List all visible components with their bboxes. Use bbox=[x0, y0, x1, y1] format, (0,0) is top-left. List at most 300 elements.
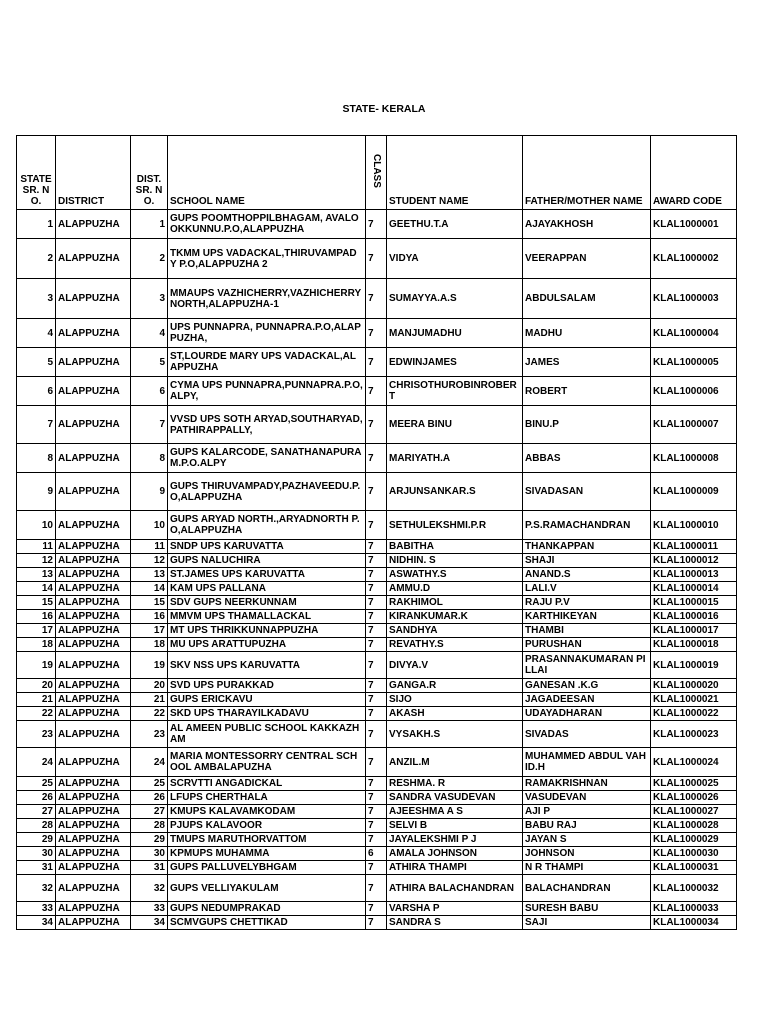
header-dist-sr: DIST. SR. NO. bbox=[131, 136, 168, 210]
cell-class: 7 bbox=[366, 406, 387, 444]
table-row bbox=[17, 777, 737, 791]
cell-award-code: KLAL1000025 bbox=[651, 777, 737, 791]
cell-class: 7 bbox=[366, 693, 387, 707]
cell-dist-sr: 9 bbox=[131, 473, 168, 511]
page-title: STATE- KERALA bbox=[342, 103, 426, 115]
cell-parent-name: PURUSHAN bbox=[523, 638, 651, 652]
cell-state-sr: 29 bbox=[17, 833, 56, 847]
cell-dist-sr: 25 bbox=[131, 777, 168, 791]
cell-dist-sr: 3 bbox=[131, 279, 168, 319]
table-row bbox=[17, 679, 737, 693]
table-row bbox=[17, 582, 737, 596]
cell-award-code: KLAL1000031 bbox=[651, 861, 737, 875]
cell-award-code: KLAL1000026 bbox=[651, 791, 737, 805]
cell-state-sr: 16 bbox=[17, 610, 56, 624]
cell-parent-name: JOHNSON bbox=[523, 847, 651, 861]
cell-award-code: KLAL1000010 bbox=[651, 511, 737, 540]
cell-district: ALAPPUZHA bbox=[56, 444, 131, 473]
table-body bbox=[17, 210, 737, 930]
cell-award-code: KLAL1000008 bbox=[651, 444, 737, 473]
cell-dist-sr: 22 bbox=[131, 707, 168, 721]
table-row bbox=[17, 596, 737, 610]
cell-school-name: SCMVGUPS CHETTIKAD bbox=[168, 916, 366, 930]
header-class: CLASS bbox=[371, 154, 382, 188]
cell-dist-sr: 15 bbox=[131, 596, 168, 610]
cell-school-name: AL AMEEN PUBLIC SCHOOL KAKKAZHAM bbox=[168, 721, 366, 748]
cell-school-name: MMAUPS VAZHICHERRY,VAZHICHERRYNORTH,ALAPPUZHA-1 bbox=[168, 279, 366, 319]
cell-school-name: UPS PUNNAPRA, PUNNAPRA.P.O,ALAPPUZHA, bbox=[168, 319, 366, 348]
cell-school-name: SVD UPS PURAKKAD bbox=[168, 679, 366, 693]
cell-school-name: TMUPS MARUTHORVATTOM bbox=[168, 833, 366, 847]
cell-school-name: SNDP UPS KARUVATTA bbox=[168, 540, 366, 554]
cell-district: ALAPPUZHA bbox=[56, 833, 131, 847]
cell-parent-name: UDAYADHARAN bbox=[523, 707, 651, 721]
cell-state-sr: 4 bbox=[17, 319, 56, 348]
cell-district: ALAPPUZHA bbox=[56, 377, 131, 406]
cell-state-sr: 8 bbox=[17, 444, 56, 473]
cell-state-sr: 22 bbox=[17, 707, 56, 721]
cell-school-name: ST,LOURDE MARY UPS VADACKAL,ALAPPUZHA bbox=[168, 348, 366, 377]
cell-award-code: KLAL1000005 bbox=[651, 348, 737, 377]
cell-state-sr: 21 bbox=[17, 693, 56, 707]
table-row bbox=[17, 406, 737, 444]
cell-district: ALAPPUZHA bbox=[56, 721, 131, 748]
cell-class: 7 bbox=[366, 624, 387, 638]
cell-student-name: SANDRA VASUDEVAN bbox=[387, 791, 523, 805]
cell-state-sr: 33 bbox=[17, 902, 56, 916]
cell-parent-name: KARTHIKEYAN bbox=[523, 610, 651, 624]
cell-parent-name: ABDULSALAM bbox=[523, 279, 651, 319]
cell-dist-sr: 12 bbox=[131, 554, 168, 568]
cell-state-sr: 1 bbox=[17, 210, 56, 239]
cell-dist-sr: 5 bbox=[131, 348, 168, 377]
table-row bbox=[17, 348, 737, 377]
table-row bbox=[17, 540, 737, 554]
cell-parent-name: JAGADEESAN bbox=[523, 693, 651, 707]
cell-student-name: AMMU.D bbox=[387, 582, 523, 596]
cell-award-code: KLAL1000024 bbox=[651, 748, 737, 777]
cell-class: 7 bbox=[366, 819, 387, 833]
cell-dist-sr: 24 bbox=[131, 748, 168, 777]
cell-district: ALAPPUZHA bbox=[56, 239, 131, 279]
cell-class: 7 bbox=[366, 861, 387, 875]
cell-parent-name: SURESH BABU bbox=[523, 902, 651, 916]
cell-student-name: SIJO bbox=[387, 693, 523, 707]
cell-state-sr: 31 bbox=[17, 861, 56, 875]
cell-parent-name: JAYAN S bbox=[523, 833, 651, 847]
cell-student-name: ASWATHY.S bbox=[387, 568, 523, 582]
cell-award-code: KLAL1000017 bbox=[651, 624, 737, 638]
cell-parent-name: BINU.P bbox=[523, 406, 651, 444]
cell-state-sr: 27 bbox=[17, 805, 56, 819]
cell-state-sr: 2 bbox=[17, 239, 56, 279]
cell-district: ALAPPUZHA bbox=[56, 406, 131, 444]
cell-school-name: GUPS ARYAD NORTH.,ARYADNORTH P.O,ALAPPUZHA bbox=[168, 511, 366, 540]
table-row bbox=[17, 377, 737, 406]
table-row bbox=[17, 624, 737, 638]
cell-state-sr: 28 bbox=[17, 819, 56, 833]
cell-student-name: AKASH bbox=[387, 707, 523, 721]
cell-district: ALAPPUZHA bbox=[56, 707, 131, 721]
cell-class: 7 bbox=[366, 610, 387, 624]
cell-school-name: GUPS NALUCHIRA bbox=[168, 554, 366, 568]
cell-class: 7 bbox=[366, 679, 387, 693]
cell-student-name: SELVI B bbox=[387, 819, 523, 833]
cell-school-name: ST.JAMES UPS KARUVATTA bbox=[168, 568, 366, 582]
header-district: DISTRICT bbox=[56, 136, 131, 210]
cell-school-name: GUPS POOMTHOPPILBHAGAM, AVALOOKKUNNU.P.O,ALAPPUZHA bbox=[168, 210, 366, 239]
cell-state-sr: 11 bbox=[17, 540, 56, 554]
cell-dist-sr: 7 bbox=[131, 406, 168, 444]
table-row bbox=[17, 833, 737, 847]
cell-district: ALAPPUZHA bbox=[56, 693, 131, 707]
cell-state-sr: 26 bbox=[17, 791, 56, 805]
cell-class: 7 bbox=[366, 444, 387, 473]
cell-state-sr: 15 bbox=[17, 596, 56, 610]
cell-district: ALAPPUZHA bbox=[56, 805, 131, 819]
cell-school-name: GUPS THIRUVAMPADY,PAZHAVEEDU.P.O,ALAPPUZHA bbox=[168, 473, 366, 511]
cell-class: 7 bbox=[366, 210, 387, 239]
cell-student-name: VARSHA P bbox=[387, 902, 523, 916]
cell-parent-name: SAJI bbox=[523, 916, 651, 930]
cell-school-name: KMUPS KALAVAMKODAM bbox=[168, 805, 366, 819]
cell-parent-name: VASUDEVAN bbox=[523, 791, 651, 805]
cell-dist-sr: 17 bbox=[131, 624, 168, 638]
cell-district: ALAPPUZHA bbox=[56, 875, 131, 902]
cell-award-code: KLAL1000013 bbox=[651, 568, 737, 582]
cell-dist-sr: 10 bbox=[131, 511, 168, 540]
cell-dist-sr: 31 bbox=[131, 861, 168, 875]
table-row bbox=[17, 916, 737, 930]
cell-state-sr: 6 bbox=[17, 377, 56, 406]
cell-district: ALAPPUZHA bbox=[56, 902, 131, 916]
cell-award-code: KLAL1000009 bbox=[651, 473, 737, 511]
cell-award-code: KLAL1000029 bbox=[651, 833, 737, 847]
header-school: SCHOOL NAME bbox=[168, 136, 366, 210]
cell-school-name: LFUPS CHERTHALA bbox=[168, 791, 366, 805]
cell-parent-name: RAJU P.V bbox=[523, 596, 651, 610]
cell-award-code: KLAL1000034 bbox=[651, 916, 737, 930]
cell-parent-name: AJAYAKHOSH bbox=[523, 210, 651, 239]
table-row bbox=[17, 693, 737, 707]
cell-class: 7 bbox=[366, 582, 387, 596]
cell-school-name: KPMUPS MUHAMMA bbox=[168, 847, 366, 861]
cell-parent-name: RAMAKRISHNAN bbox=[523, 777, 651, 791]
cell-district: ALAPPUZHA bbox=[56, 861, 131, 875]
cell-class: 7 bbox=[366, 805, 387, 819]
cell-student-name: REVATHY.S bbox=[387, 638, 523, 652]
table-row bbox=[17, 652, 737, 679]
cell-state-sr: 24 bbox=[17, 748, 56, 777]
cell-parent-name: P.S.RAMACHANDRAN bbox=[523, 511, 651, 540]
cell-dist-sr: 29 bbox=[131, 833, 168, 847]
cell-district: ALAPPUZHA bbox=[56, 511, 131, 540]
cell-student-name: ANZIL.M bbox=[387, 748, 523, 777]
cell-parent-name: GANESAN .K.G bbox=[523, 679, 651, 693]
cell-district: ALAPPUZHA bbox=[56, 348, 131, 377]
cell-state-sr: 7 bbox=[17, 406, 56, 444]
cell-district: ALAPPUZHA bbox=[56, 791, 131, 805]
cell-state-sr: 34 bbox=[17, 916, 56, 930]
cell-class: 7 bbox=[366, 568, 387, 582]
cell-class: 7 bbox=[366, 239, 387, 279]
cell-student-name: VIDYA bbox=[387, 239, 523, 279]
cell-student-name: SUMAYYA.A.S bbox=[387, 279, 523, 319]
cell-district: ALAPPUZHA bbox=[56, 847, 131, 861]
cell-district: ALAPPUZHA bbox=[56, 610, 131, 624]
cell-school-name: PJUPS KALAVOOR bbox=[168, 819, 366, 833]
cell-state-sr: 17 bbox=[17, 624, 56, 638]
cell-student-name: JAYALEKSHMI P J bbox=[387, 833, 523, 847]
cell-district: ALAPPUZHA bbox=[56, 582, 131, 596]
cell-class: 7 bbox=[366, 707, 387, 721]
table-row bbox=[17, 610, 737, 624]
cell-parent-name: SIVADASAN bbox=[523, 473, 651, 511]
cell-parent-name: MUHAMMED ABDUL VAHID.H bbox=[523, 748, 651, 777]
cell-district: ALAPPUZHA bbox=[56, 473, 131, 511]
cell-dist-sr: 2 bbox=[131, 239, 168, 279]
cell-parent-name: JAMES bbox=[523, 348, 651, 377]
cell-student-name: SETHULEKSHMI.P.R bbox=[387, 511, 523, 540]
cell-dist-sr: 28 bbox=[131, 819, 168, 833]
cell-state-sr: 10 bbox=[17, 511, 56, 540]
cell-parent-name: ROBERT bbox=[523, 377, 651, 406]
cell-district: ALAPPUZHA bbox=[56, 916, 131, 930]
cell-class: 7 bbox=[366, 777, 387, 791]
cell-district: ALAPPUZHA bbox=[56, 279, 131, 319]
cell-award-code: KLAL1000012 bbox=[651, 554, 737, 568]
table-row bbox=[17, 748, 737, 777]
cell-school-name: MT UPS THRIKKUNNAPPUZHA bbox=[168, 624, 366, 638]
cell-parent-name: AJI P bbox=[523, 805, 651, 819]
award-table bbox=[16, 135, 737, 930]
cell-student-name: ARJUNSANKAR.S bbox=[387, 473, 523, 511]
cell-school-name: MU UPS ARATTUPUZHA bbox=[168, 638, 366, 652]
cell-parent-name: LALI.V bbox=[523, 582, 651, 596]
cell-state-sr: 3 bbox=[17, 279, 56, 319]
table-row bbox=[17, 721, 737, 748]
header-state-sr: STATE SR. NO. bbox=[17, 136, 56, 210]
header-parent: FATHER/MOTHER NAME bbox=[523, 136, 651, 210]
cell-student-name: KIRANKUMAR.K bbox=[387, 610, 523, 624]
cell-student-name: RAKHIMOL bbox=[387, 596, 523, 610]
cell-parent-name: ANAND.S bbox=[523, 568, 651, 582]
table-row bbox=[17, 239, 737, 279]
table-row bbox=[17, 554, 737, 568]
table-row bbox=[17, 473, 737, 511]
cell-class: 7 bbox=[366, 279, 387, 319]
cell-class: 7 bbox=[366, 377, 387, 406]
cell-class: 7 bbox=[366, 348, 387, 377]
table-row bbox=[17, 847, 737, 861]
cell-district: ALAPPUZHA bbox=[56, 540, 131, 554]
cell-parent-name: BABU RAJ bbox=[523, 819, 651, 833]
cell-parent-name: PRASANNAKUMARAN PILLAI bbox=[523, 652, 651, 679]
cell-award-code: KLAL1000016 bbox=[651, 610, 737, 624]
cell-dist-sr: 13 bbox=[131, 568, 168, 582]
cell-dist-sr: 11 bbox=[131, 540, 168, 554]
cell-class: 7 bbox=[366, 652, 387, 679]
cell-state-sr: 9 bbox=[17, 473, 56, 511]
cell-dist-sr: 8 bbox=[131, 444, 168, 473]
cell-dist-sr: 34 bbox=[131, 916, 168, 930]
cell-award-code: KLAL1000002 bbox=[651, 239, 737, 279]
cell-dist-sr: 6 bbox=[131, 377, 168, 406]
cell-state-sr: 13 bbox=[17, 568, 56, 582]
cell-state-sr: 30 bbox=[17, 847, 56, 861]
table-row bbox=[17, 444, 737, 473]
cell-student-name: MARIYATH.A bbox=[387, 444, 523, 473]
cell-award-code: KLAL1000021 bbox=[651, 693, 737, 707]
cell-school-name: GUPS PALLUVELYBHGAM bbox=[168, 861, 366, 875]
cell-dist-sr: 19 bbox=[131, 652, 168, 679]
cell-class: 7 bbox=[366, 540, 387, 554]
cell-dist-sr: 14 bbox=[131, 582, 168, 596]
cell-state-sr: 12 bbox=[17, 554, 56, 568]
cell-dist-sr: 18 bbox=[131, 638, 168, 652]
table-row bbox=[17, 805, 737, 819]
cell-district: ALAPPUZHA bbox=[56, 777, 131, 791]
header-student: STUDENT NAME bbox=[387, 136, 523, 210]
cell-parent-name: THANKAPPAN bbox=[523, 540, 651, 554]
cell-parent-name: VEERAPPAN bbox=[523, 239, 651, 279]
cell-district: ALAPPUZHA bbox=[56, 319, 131, 348]
cell-parent-name: THAMBI bbox=[523, 624, 651, 638]
cell-class: 7 bbox=[366, 638, 387, 652]
cell-award-code: KLAL1000003 bbox=[651, 279, 737, 319]
cell-award-code: KLAL1000023 bbox=[651, 721, 737, 748]
cell-student-name: SANDHYA bbox=[387, 624, 523, 638]
header-class-cell bbox=[366, 136, 387, 210]
cell-school-name: KAM UPS PALLANA bbox=[168, 582, 366, 596]
cell-class: 7 bbox=[366, 554, 387, 568]
cell-school-name: SKV NSS UPS KARUVATTA bbox=[168, 652, 366, 679]
cell-state-sr: 32 bbox=[17, 875, 56, 902]
cell-state-sr: 14 bbox=[17, 582, 56, 596]
cell-award-code: KLAL1000014 bbox=[651, 582, 737, 596]
cell-student-name: ATHIRA THAMPI bbox=[387, 861, 523, 875]
cell-dist-sr: 27 bbox=[131, 805, 168, 819]
cell-student-name: MEERA BINU bbox=[387, 406, 523, 444]
table-row bbox=[17, 638, 737, 652]
cell-student-name: ATHIRA BALACHANDRAN bbox=[387, 875, 523, 902]
cell-award-code: KLAL1000001 bbox=[651, 210, 737, 239]
cell-state-sr: 5 bbox=[17, 348, 56, 377]
table-row bbox=[17, 902, 737, 916]
table-row bbox=[17, 210, 737, 239]
cell-parent-name: SHAJI bbox=[523, 554, 651, 568]
cell-award-code: KLAL1000006 bbox=[651, 377, 737, 406]
cell-district: ALAPPUZHA bbox=[56, 748, 131, 777]
cell-class: 7 bbox=[366, 319, 387, 348]
table-header-row bbox=[17, 136, 737, 210]
cell-student-name: VYSAKH.S bbox=[387, 721, 523, 748]
cell-award-code: KLAL1000020 bbox=[651, 679, 737, 693]
table-row bbox=[17, 319, 737, 348]
table-row bbox=[17, 819, 737, 833]
cell-student-name: SANDRA S bbox=[387, 916, 523, 930]
table-row bbox=[17, 568, 737, 582]
table-row bbox=[17, 707, 737, 721]
cell-district: ALAPPUZHA bbox=[56, 624, 131, 638]
cell-parent-name: BALACHANDRAN bbox=[523, 875, 651, 902]
table-row bbox=[17, 861, 737, 875]
cell-dist-sr: 4 bbox=[131, 319, 168, 348]
cell-school-name: VVSD UPS SOTH ARYAD,SOUTHARYAD,PATHIRAPPALLY, bbox=[168, 406, 366, 444]
cell-class: 7 bbox=[366, 473, 387, 511]
cell-class: 6 bbox=[366, 847, 387, 861]
cell-district: ALAPPUZHA bbox=[56, 638, 131, 652]
cell-district: ALAPPUZHA bbox=[56, 554, 131, 568]
cell-award-code: KLAL1000018 bbox=[651, 638, 737, 652]
cell-school-name: GUPS VELLIYAKULAM bbox=[168, 875, 366, 902]
cell-award-code: KLAL1000033 bbox=[651, 902, 737, 916]
cell-student-name: GEETHU.T.A bbox=[387, 210, 523, 239]
cell-school-name: CYMA UPS PUNNAPRA,PUNNAPRA.P.O,ALPY, bbox=[168, 377, 366, 406]
cell-award-code: KLAL1000032 bbox=[651, 875, 737, 902]
cell-award-code: KLAL1000022 bbox=[651, 707, 737, 721]
cell-dist-sr: 33 bbox=[131, 902, 168, 916]
cell-state-sr: 23 bbox=[17, 721, 56, 748]
cell-award-code: KLAL1000028 bbox=[651, 819, 737, 833]
cell-school-name: SCRVTTI ANGADICKAL bbox=[168, 777, 366, 791]
cell-student-name: NIDHIN. S bbox=[387, 554, 523, 568]
cell-class: 7 bbox=[366, 833, 387, 847]
cell-award-code: KLAL1000030 bbox=[651, 847, 737, 861]
cell-dist-sr: 20 bbox=[131, 679, 168, 693]
cell-dist-sr: 30 bbox=[131, 847, 168, 861]
table-row bbox=[17, 875, 737, 902]
cell-award-code: KLAL1000027 bbox=[651, 805, 737, 819]
cell-dist-sr: 32 bbox=[131, 875, 168, 902]
cell-district: ALAPPUZHA bbox=[56, 210, 131, 239]
table-row bbox=[17, 511, 737, 540]
cell-state-sr: 18 bbox=[17, 638, 56, 652]
cell-parent-name: N R THAMPI bbox=[523, 861, 651, 875]
cell-parent-name: SIVADAS bbox=[523, 721, 651, 748]
cell-dist-sr: 1 bbox=[131, 210, 168, 239]
cell-district: ALAPPUZHA bbox=[56, 596, 131, 610]
cell-dist-sr: 21 bbox=[131, 693, 168, 707]
cell-school-name: SDV GUPS NEERKUNNAM bbox=[168, 596, 366, 610]
cell-district: ALAPPUZHA bbox=[56, 819, 131, 833]
cell-award-code: KLAL1000007 bbox=[651, 406, 737, 444]
cell-student-name: RESHMA. R bbox=[387, 777, 523, 791]
cell-award-code: KLAL1000015 bbox=[651, 596, 737, 610]
cell-school-name: MMVM UPS THAMALLACKAL bbox=[168, 610, 366, 624]
cell-state-sr: 25 bbox=[17, 777, 56, 791]
cell-award-code: KLAL1000004 bbox=[651, 319, 737, 348]
cell-dist-sr: 16 bbox=[131, 610, 168, 624]
table-row bbox=[17, 791, 737, 805]
cell-school-name: GUPS KALARCODE, SANATHANAPURAM.P.O.ALPY bbox=[168, 444, 366, 473]
cell-district: ALAPPUZHA bbox=[56, 679, 131, 693]
cell-student-name: AMALA JOHNSON bbox=[387, 847, 523, 861]
cell-parent-name: ABBAS bbox=[523, 444, 651, 473]
cell-class: 7 bbox=[366, 596, 387, 610]
cell-award-code: KLAL1000019 bbox=[651, 652, 737, 679]
cell-district: ALAPPUZHA bbox=[56, 568, 131, 582]
cell-student-name: DIVYA.V bbox=[387, 652, 523, 679]
cell-school-name: SKD UPS THARAYILKADAVU bbox=[168, 707, 366, 721]
cell-class: 7 bbox=[366, 748, 387, 777]
cell-state-sr: 20 bbox=[17, 679, 56, 693]
table-row bbox=[17, 279, 737, 319]
cell-student-name: CHRISOTHUROBINROBERT bbox=[387, 377, 523, 406]
cell-student-name: EDWINJAMES bbox=[387, 348, 523, 377]
header-award: AWARD CODE bbox=[651, 136, 737, 210]
cell-school-name: GUPS NEDUMPRAKAD bbox=[168, 902, 366, 916]
